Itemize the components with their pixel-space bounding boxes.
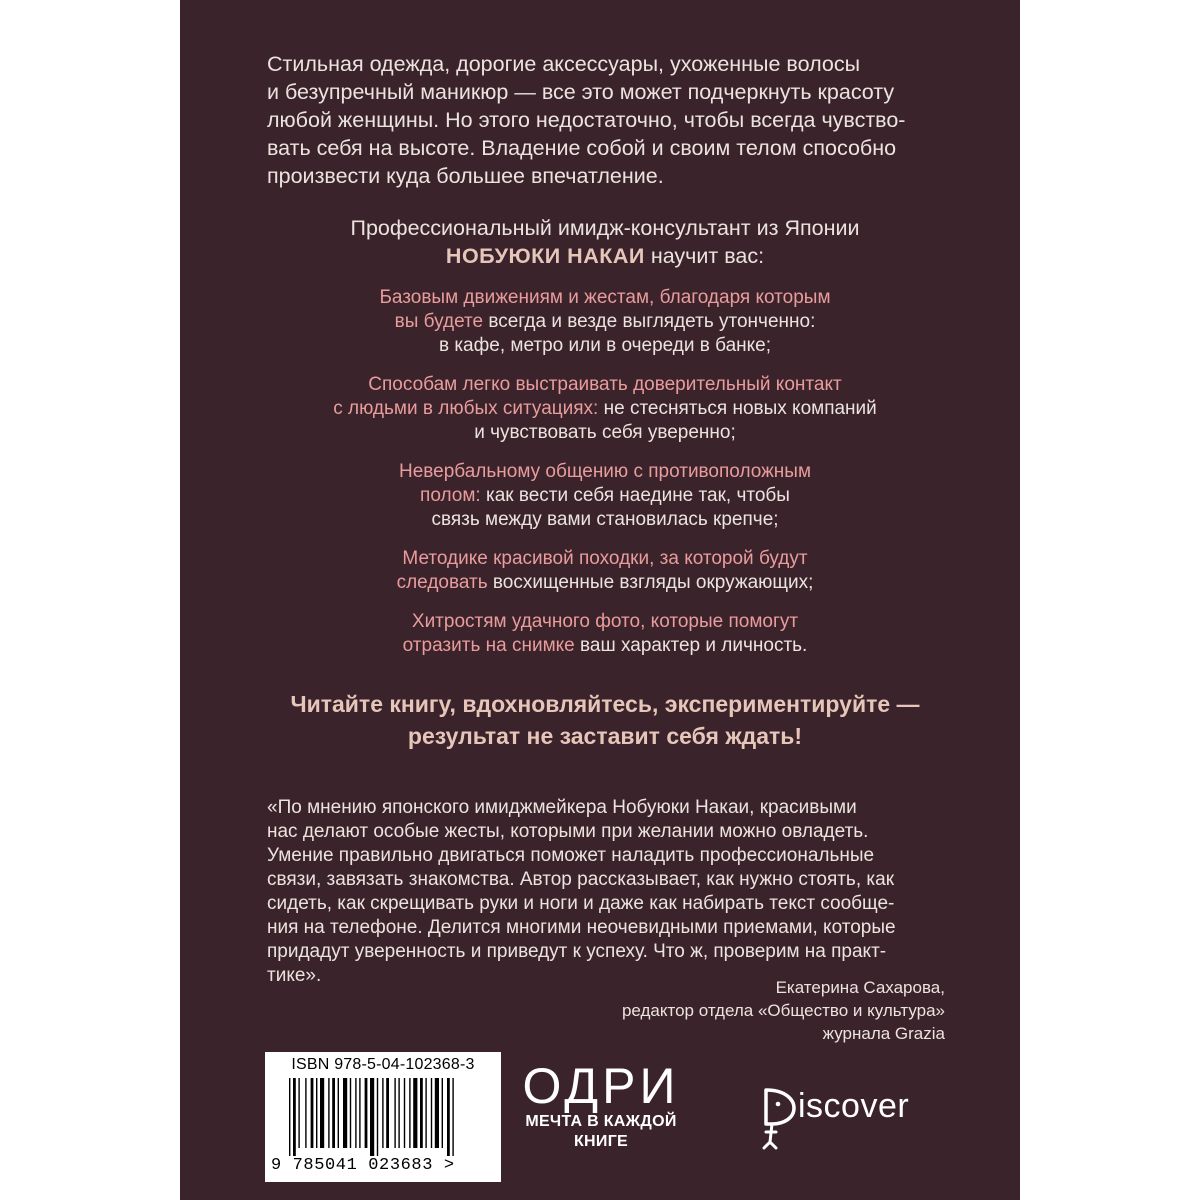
benefit-item (280, 286, 930, 358)
publisher-tagline (506, 1112, 696, 1152)
review-line: Умение правильно двигаться поможет наладить профессиональные (267, 845, 875, 866)
benefit-highlight: Базовым движениям и жестам, благодаря которым (379, 287, 831, 308)
benefit-item (280, 373, 930, 445)
review-attribution (445, 976, 945, 1045)
publisher-tagline-line: КНИГЕ (573, 1133, 629, 1150)
author-intro-rest: научит вас: (644, 244, 765, 268)
intro-line: произвести куда большее впечатление. (267, 164, 664, 188)
benefit-highlight: вы будете (394, 311, 484, 332)
benefit-highlight: полом: (420, 485, 481, 506)
review-line: сидеть, как скрещивать руки и ноги и даже как набирать текст сообще- (267, 893, 895, 914)
intro-line: вать себя на высоте. Владение собой и своим телом способно (267, 136, 897, 160)
attribution-role: редактор отдела «Общество и культура» (621, 1001, 945, 1020)
cta-line: результат не заставит себя ждать! (407, 723, 803, 749)
attribution-outlet: журнала Grazia (822, 1024, 945, 1043)
benefit-highlight: с людьми в любых ситуациях: (333, 398, 599, 419)
cta-line: Читайте книгу, вдохновляйтесь, экспериментируйте — (290, 691, 920, 717)
intro-line: и безупречный маникюр — все это может подчеркнуть красоту (267, 80, 895, 104)
intro-line: любой женщины. Но этого недостаточно, чтобы всегда чувство- (267, 108, 906, 132)
benefit-text: восхищенные взгляды окружающих; (487, 572, 814, 593)
intro-line: Стильная одежда, дорогие аксессуары, ухоженные волосы (267, 52, 861, 76)
intro-paragraph (267, 50, 943, 190)
benefit-highlight: Хитростям удачного фото, которые помогут (411, 611, 799, 632)
benefit-item (280, 610, 930, 658)
author-intro-line: Профессиональный имидж-консультант из Японии (350, 216, 860, 240)
imprint-logo (760, 1082, 950, 1152)
benefit-text: и чувствовать себя уверенно; (474, 422, 736, 443)
benefit-item (280, 547, 930, 595)
review-line: ния на телефоне. Делится многими неочевидными приемами, которые (267, 917, 896, 938)
benefit-text: в кафе, метро или в очереди в банке; (438, 335, 772, 356)
review-line: «По мнению японского имиджмейкера Нобуюки Накаи, красивыми (267, 797, 857, 818)
benefit-text: как вести себя наедине так, чтобы (480, 485, 790, 506)
isbn-number: ISBN 978-5-04-102368-3 (291, 1056, 475, 1073)
benefit-highlight: Способам легко выстраивать доверительный контакт (368, 374, 842, 395)
benefit-highlight: Невербальному общению с противоположным (398, 461, 812, 482)
benefit-item (280, 460, 930, 532)
isbn-barcode (265, 1052, 501, 1182)
benefits-list (280, 286, 930, 658)
benefit-text: связь между вами становилась крепче; (431, 509, 779, 530)
barcode-bars (287, 1078, 487, 1156)
benefit-text: ваш характер и личность. (574, 635, 808, 656)
benefit-highlight: отразить на снимке (402, 635, 575, 656)
call-to-action (267, 688, 943, 752)
attribution-name: Екатерина Сахарова, (775, 978, 945, 997)
author-intro (267, 214, 943, 270)
review-line: связи, завязать знакомства. Автор рассказывает, как нужно стоять, как (267, 869, 894, 890)
review-quote (267, 796, 943, 988)
publisher-tagline-line: МЕЧТА В КАЖДОЙ (525, 1113, 677, 1130)
benefit-text: не стесняться новых компаний (598, 398, 877, 419)
imprint-name: iscover (798, 1087, 910, 1125)
review-line: нас делают особые жесты, которыми при желании можно овладеть. (267, 821, 869, 842)
book-back-cover (180, 0, 1020, 1200)
author-name: НОБУЮКИ НАКАИ (445, 244, 645, 268)
review-line: тике». (267, 965, 322, 986)
publisher-name: ОДРИ (522, 1058, 680, 1114)
review-line: придадут уверенность и приведут к успеху. Что ж, проверим на практ- (267, 941, 887, 962)
publisher-logo (506, 1060, 696, 1152)
benefit-text: всегда и везде выглядеть утонченно: (483, 311, 816, 332)
benefit-highlight: Методике красивой походки, за которой будут (402, 548, 808, 569)
barcode-digits: 9 785041 023683 > (271, 1156, 455, 1175)
benefit-highlight: следовать (396, 572, 488, 593)
